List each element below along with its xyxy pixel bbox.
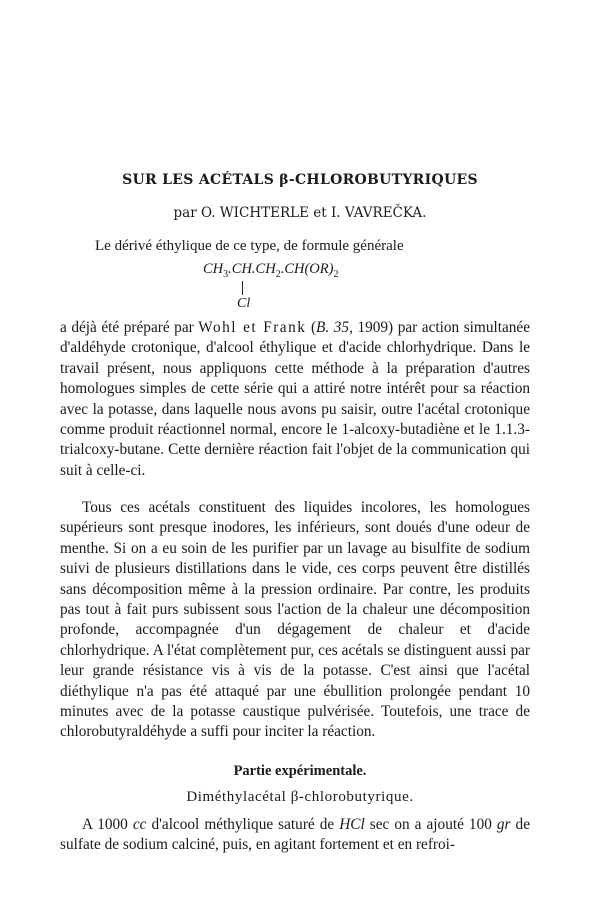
formula-hcl: HCl [339, 816, 365, 833]
formula-part: CH [203, 261, 224, 277]
formula-part: .CH(OR) [280, 261, 334, 277]
unit-gr: gr [496, 816, 511, 833]
subsection-heading: Diméthylacétal β-chlorobutyrique. [186, 789, 414, 805]
formula-substituent: Cl [237, 296, 251, 311]
unit-cc: cc [132, 816, 147, 833]
cited-authors: Wohl et Frank [198, 319, 307, 336]
paragraph-3 [60, 815, 530, 856]
formula-subscript: 3 [223, 268, 229, 280]
article-title: SUR LES ACÉTALS β-CHLOROBUTYRIQUES [122, 172, 478, 188]
formula-subscript: 2 [333, 268, 339, 280]
formula-part: .CH.CH [228, 261, 276, 277]
p3-text: de sulfate de sodium calciné, puis, en agitant fortement et en refroi- [60, 816, 530, 854]
ref-open: ( [306, 319, 317, 336]
formula-bond-line [242, 281, 243, 295]
paragraph-2: Tous ces acétals constituent des liquides incolores, les homologues supérieurs sont presque inodores, les inférieurs, sont doués d'une odeur de menthe. Si on a eu soin de les purifier par un lavage au bisulfite de sodium suivi de plusieurs distillations dans le vide, ces corps peuvent être distillés sans décomposition même à la pression ordinaire. Par contre, les produits pas tout à fait purs subissent sous l'action de la chaleur une décomposition profonde, accompagnée d'un dégagement de chaleur et d'acide chlorhydrique. A l'état complètement pur, ces acétals se distinguent aussi par leur grande résistance vis à vis de la potasse. C'est ainsi que l'acétal diéthylique n'a pas été attaqué par une ébullition prolongée pendant 10 minutes avec de la potasse caustique pulvérisée. Toutefois, une trace de chlorobutyraldéhyde a suffi pour inciter la réaction. [60, 499, 530, 741]
paragraph-1 [60, 318, 530, 481]
p3-text: A 1000 [82, 816, 133, 833]
general-formula [203, 261, 338, 280]
journal-reference: B. 35, [316, 319, 353, 336]
paragraph-1-lead: a déjà été préparé par [60, 319, 199, 336]
paragraph-1-rest: 1909) par action simultanée d'aldéhyde crotonique, d'alcool éthylique et d'acide chlorhydrique. Dans le travail présent, nous appliquons cette méthode à la préparation d'autres homologues simples de cette série qui a attiré notre intérêt pour sa réaction avec la potasse, dans laquelle nous avons pu saisir, outre l'acétal crotonique comme produit réactionnel normal, encore le 1-alcoxy-butadiène et le 1.1.3-trialcoxy-butane. Cette dernière réaction fait l'objet de la communication qui suit à celle-ci. [60, 319, 530, 479]
section-heading: Partie expérimentale. [233, 763, 367, 779]
p3-text: d'alcool méthylique saturé de [146, 816, 340, 833]
author-line: par O. WICHTERLE et I. VAVREČKA. [173, 205, 427, 221]
formula-subscript: 2 [275, 268, 281, 280]
intro-line: Le dérivé éthylique de ce type, de formule générale [95, 238, 404, 254]
p3-text: sec on a ajouté 100 [364, 816, 497, 833]
